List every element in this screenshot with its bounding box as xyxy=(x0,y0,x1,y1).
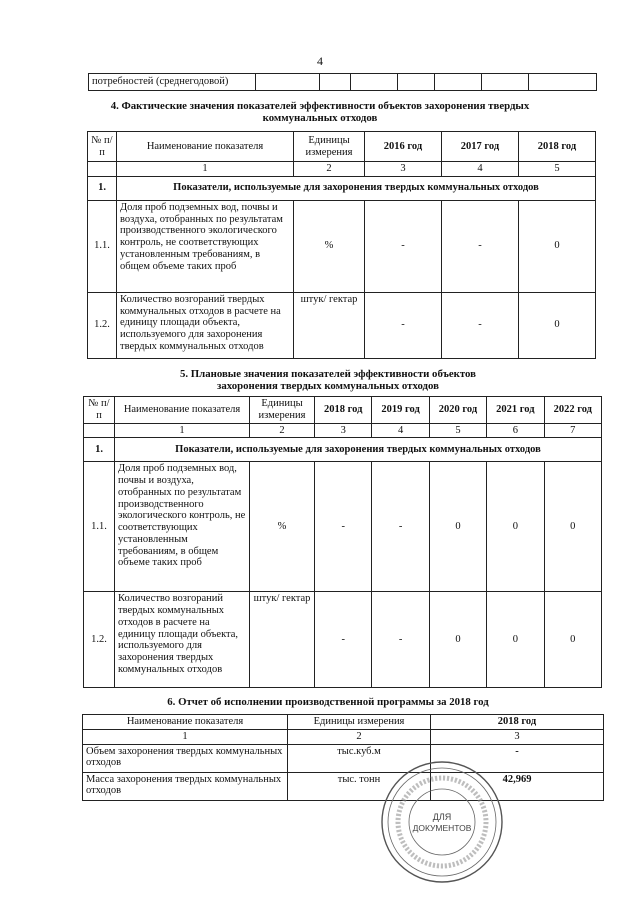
col-header: 2022 год xyxy=(544,397,601,424)
col-header: 2021 год xyxy=(487,397,544,424)
col-header: № п/п xyxy=(88,132,117,162)
table-row xyxy=(89,74,597,91)
header-row xyxy=(88,132,596,162)
col-header: 2017 год xyxy=(442,132,519,162)
col-header: Единицы измерения xyxy=(294,132,365,162)
official-stamp xyxy=(378,758,506,886)
section6-title: 6. Отчет об исполнении производственной программы за 2018 год xyxy=(167,696,489,708)
table-row: Объем захоронения твердых коммунальных отходов тыс.куб.м - xyxy=(83,744,604,772)
top-continuation-table xyxy=(88,73,597,91)
section4-table xyxy=(87,131,596,359)
indicator-name: Доля проб подземных вод, почвы и воздуха, отобранных по результатам производственного экологического контроль, не соответствующих установленным требованиям, в общем объеме таких проб xyxy=(117,200,294,292)
col-header: Единицы измерения xyxy=(288,715,431,730)
col-header: № п/п xyxy=(84,397,115,424)
group-row: 1. Показатели, используемые для захоронения твердых коммунальных отходов xyxy=(84,438,602,462)
header-row xyxy=(84,397,602,424)
col-header: 2018 год xyxy=(315,397,372,424)
indicator-name: Объем захоронения твердых коммунальных отходов xyxy=(83,744,288,772)
table-row: Масса захоронения твердых коммунальных отходов тыс. тонн 42,969 xyxy=(83,772,604,800)
stamp-inner-ring xyxy=(409,789,475,855)
indicator-name: Количество возгораний твердых коммунальных отходов в расчете на единицу площади объекта, используемого для захоронения твердых коммунальных отходов xyxy=(117,292,294,358)
table-row: 1.1. Доля проб подземных вод, почвы и воздуха, отобранных по результатам производственного экологического контроль, не соответствующих установленным требованиям, в общем объеме таких проб % - - 0 0 0 xyxy=(84,462,602,592)
col-header: Наименование показателя xyxy=(115,397,250,424)
indicator-name: Количество возгораний твердых коммунальных отходов в расчете на единицу площади объекта, используемого для захоронения твердых коммунальных отходов xyxy=(115,592,250,688)
section5-table xyxy=(83,396,602,688)
section4-title: 4. Фактические значения показателей эффективности объектов захоронения твердых коммунальных отходов xyxy=(110,100,530,125)
col-header: 2018 год xyxy=(431,715,604,730)
section5-title: 5. Плановые значения показателей эффективности объектов захоронения твердых коммунальных отходов xyxy=(179,368,477,393)
col-header: Наименование показателя xyxy=(83,715,288,730)
section6-table xyxy=(82,714,604,801)
table-row: 1.2. Количество возгораний твердых коммунальных отходов в расчете на единицу площади объекта, используемого для захоронения твердых коммунальных отходов штук/ гектар - - 0 0 0 xyxy=(84,592,602,688)
group-label: Показатели, используемые для захоронения твердых коммунальных отходов xyxy=(115,438,602,462)
stamp-center-text-1: ДЛЯ xyxy=(432,812,452,822)
stamp-center-text-2: ДОКУМЕНТОВ xyxy=(412,823,472,833)
indicator-name: Доля проб подземных вод, почвы и воздуха, отобранных по результатам производственного экологического контроль, не соответствующих установленным требованиям, в общем объеме таких проб xyxy=(115,462,250,592)
table-row: 1.2. Количество возгораний твердых коммунальных отходов в расчете на единицу площади объекта, используемого для захоронения твердых коммунальных отходов штук/ гектар - - 0 xyxy=(88,292,596,358)
col-number-row: 1 2 3 4 5 xyxy=(88,162,596,177)
col-header: 2018 год xyxy=(519,132,596,162)
top-row-label: потребностей (среднегодовой) xyxy=(89,74,256,91)
col-header: 2019 год xyxy=(372,397,429,424)
table-row: 1.1. Доля проб подземных вод, почвы и воздуха, отобранных по результатам производственного экологического контроль, не соответствующих установленным требованиям, в общем объеме таких проб % - - 0 xyxy=(88,200,596,292)
col-number-row: 1 2 3 4 5 6 7 xyxy=(84,423,602,438)
col-header: Единицы измерения xyxy=(250,397,315,424)
indicator-name: Масса захоронения твердых коммунальных отходов xyxy=(83,772,288,800)
col-number-row: 1 2 3 xyxy=(83,729,604,744)
col-header: Наименование показателя xyxy=(117,132,294,162)
page-number: 4 xyxy=(317,54,323,68)
group-label: Показатели, используемые для захоронения твердых коммунальных отходов xyxy=(117,176,596,200)
col-header: 2020 год xyxy=(429,397,486,424)
col-header: 2016 год xyxy=(365,132,442,162)
group-row: 1. Показатели, используемые для захоронения твердых коммунальных отходов xyxy=(88,176,596,200)
stamp-lettering xyxy=(398,778,486,866)
stamp-middle-ring xyxy=(388,768,496,876)
header-row xyxy=(83,715,604,730)
